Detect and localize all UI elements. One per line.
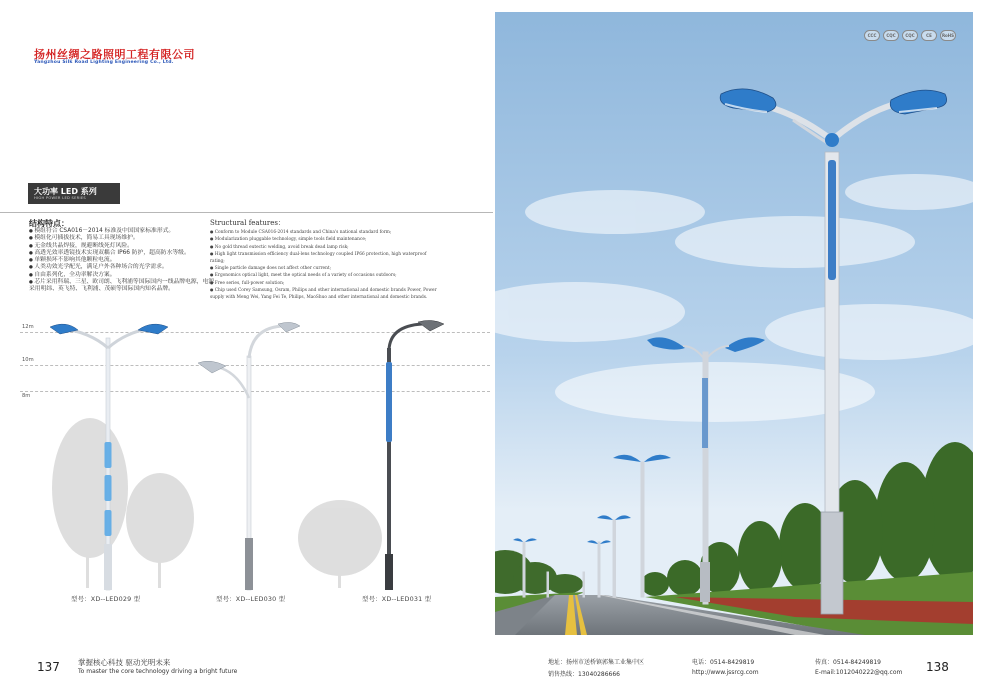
rohs-cert-icon: RoHS: [940, 30, 956, 41]
model-label-led031: 型号：XD--LED031 型: [362, 595, 432, 603]
fax: 传真：0514-84249819: [815, 659, 881, 666]
company-name-cn: 扬州丝绸之路照明工程有限公司: [34, 48, 195, 61]
list-item: ● Chip used Corey Samsung, Osram, Philips and other international and domestic brands Power, Power supply with Meng Wei, Yang Fei Te, Philips, MaoShuo and other international and domestic brands.: [210, 287, 440, 301]
slogan-cn: 掌握核心科技 驱动光明未来: [78, 658, 171, 667]
list-item: ● High light transmission efficiency dual-lens technology coupled IP66 protection, high waterproof rating;: [210, 251, 440, 265]
series-title: 大功率 LED 系列: [34, 187, 97, 196]
list-item: ● Free series, full-power solution;: [210, 280, 440, 287]
list-item: ● Ergonomics optical light, meet the optical needs of a variety of occasions outdoors;: [210, 272, 440, 279]
list-item: ● Single particle damage does not affect other current;: [210, 265, 440, 272]
pole-led031: [385, 320, 444, 590]
list-item: ● 模组化可插拔技术，简易工具现场维护。: [29, 235, 215, 242]
features-heading-cn: 结构特点：: [29, 219, 69, 228]
sales-hotline: 销售热线：13040286666: [548, 671, 620, 678]
list-item: ● 芯片采用科瑞、三星、欧司朗、飞利浦等国际国内一线品牌电源，电源采用明纬、英飞特、飞利浦、茂硕等国际国内知名品牌。: [29, 279, 215, 294]
height-label-8m: 8m: [22, 393, 31, 399]
website-link[interactable]: http://www.jssrcg.com: [692, 669, 759, 676]
features-heading-en: Structural features：: [210, 219, 285, 227]
email-link[interactable]: E-mail:1012040222@qq.com: [815, 669, 903, 676]
features-list-en: [210, 229, 440, 301]
cqc-cert-icon: CQC: [883, 30, 899, 41]
ccc-cert-icon: CCC: [864, 30, 880, 41]
list-item: ● Modularization pluggable technology, simple tools field maintenance;: [210, 236, 440, 243]
cqc-cert-icon: CQC: [902, 30, 918, 41]
certification-marks: [864, 30, 956, 41]
pole-led030: [198, 322, 300, 590]
product-illustrations: [20, 318, 490, 593]
list-item: ● 无金线共晶焊接，规避断线死灯风险。: [29, 243, 215, 250]
page-number-right: 138: [926, 660, 949, 674]
list-item: ● 自由系列化，全功率解决方案。: [29, 272, 215, 279]
list-item: ● 单颗损坏不影响其他颗粒电流。: [29, 257, 215, 264]
list-item: ● No gold thread eutectic welding, avoid break dead lamp risk;: [210, 244, 440, 251]
company-name-en: Yangzhou Silk Road Lighting Engineering Co., Ltd.: [34, 60, 174, 65]
list-item: ● Conform to Module CSA016-2014 standards and China's national standard form;: [210, 229, 440, 236]
page-number-left: 137: [37, 660, 60, 674]
street-scene: [495, 12, 973, 635]
divider: [0, 212, 493, 213]
features-list-cn: [29, 228, 215, 294]
list-item: ● 模组符合 CSA016－2014 标准及中国国家标准形式。: [29, 228, 215, 235]
list-item: ● 高透光效率透镜技术实现双耦合 IP66 防护，超高防水等级。: [29, 250, 215, 257]
height-label-12m: 12m: [22, 324, 34, 330]
slogan-en: To master the core technology driving a bright future: [78, 668, 238, 675]
ce-cert-icon: CE: [921, 30, 937, 41]
series-subtitle: HIGH POWER LED SERIES: [34, 196, 86, 200]
list-item: ● 人类功效光学配光，满足户外各种场合的光学需求。: [29, 264, 215, 271]
street-photo: [495, 12, 973, 635]
tree-silhouettes: [52, 418, 382, 588]
address: 地址：扬州市送桥镇郭集工业集中区: [548, 659, 645, 666]
phone: 电话：0514-8429819: [692, 659, 755, 666]
model-label-led030: 型号：XD--LED030 型: [216, 595, 286, 603]
height-label-10m: 10m: [22, 357, 34, 363]
model-label-led029: 型号：XD--LED029 型: [71, 595, 141, 603]
